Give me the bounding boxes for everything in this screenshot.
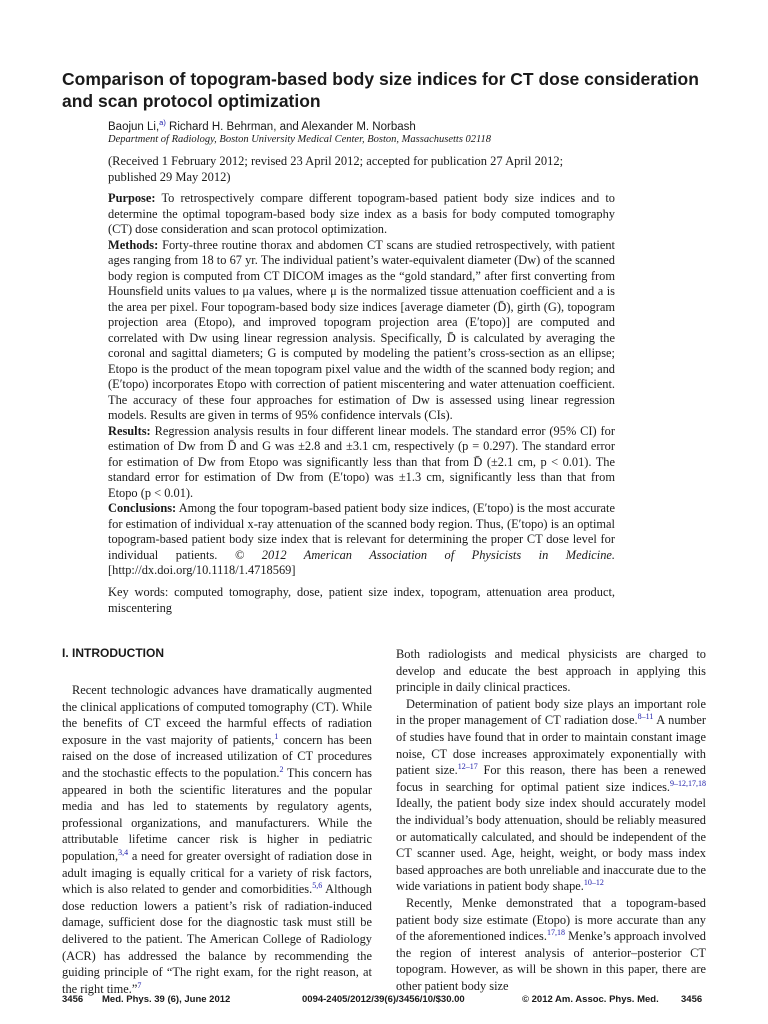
citation-ref[interactable]: 2 <box>279 764 284 774</box>
left-paragraph-text: Although dose reduction lowers a patient’s risk of radiation-induced damage, sufficient dose for the diagnostic task must still be delivered to the patient. The American College of Radiology (ACR) has addressed the balance by recommending the guiding principle of “The right exam, for the right reason, at the right time.” <box>62 882 372 996</box>
methods-text: Forty-three routine thorax and abdomen CT scans are studied retrospectively, with patient ages ranging from 18 to 67 yr. The individual patient’s water-equivalent diameter (Dw) of the scanned body region is computed from CT DICOM images as the “gold standard,” after first converting from Hounsfield units values to μa values, where μ is the normalized tissue attenuation coefficient and a is the area per pixel. Four topogram-based body size indices [average diameter (D̄), girth (G), topogram projection area (Etopo), and improved topogram projection area (E′topo)] are computed and correlated with Dw using linear regression analysis. Specifically, D̄ is calculated by averaging the coronal and sagittal diameters; G is computed by modeling the patient’s cross-section as an ellipse; Etopo is the product of the mean topogram pixel value and the width of the scanned body region; and (E′topo) incorporates Etopo with correction of patient miscentering and water attenuation coefficient. The accuracy of these four approaches for estimation of Dw is assessed using linear regression models. Results are given in terms of 95% confidence intervals (CIs). <box>108 237 615 422</box>
abstract-methods <box>108 238 615 424</box>
right-paragraph-2-text: A number of studies have found that in order to maintain constant image noise, CT dose increases approximately exponentially with patient size. <box>396 713 706 778</box>
citation-ref[interactable]: 5,6 <box>312 881 323 890</box>
conclusions-label: Conclusions: <box>108 501 177 515</box>
received-dates: (Received 1 February 2012; revised 23 April 2012; accepted for publication 27 April 2012; published 29 May 2012) <box>108 154 564 184</box>
citation-ref[interactable]: 17,18 <box>546 927 565 937</box>
footer-journal: Med. Phys. 39 (6), June 2012 <box>102 994 231 1005</box>
author-first: Baojun Li, <box>108 120 160 133</box>
section-heading: I. INTRODUCTION <box>62 646 164 660</box>
keywords: Key words: computed tomography, dose, patient size index, topogram, attenuation area product, miscentering <box>108 585 615 615</box>
results-label: Results: <box>108 423 151 438</box>
right-paragraph-2-text: Ideally, the patient body size index should accurately model the individual’s body attenuation, should be reliably measured or automatically calculated, and should be independent of the CT scanner used. Age, height, weight, or body mass index based approaches are both unreliable and inaccurate due to the wide variations in patient body shape. <box>396 796 706 894</box>
left-paragraph-text: a need for greater oversight of radiation dose in adult imaging is equally critical for a variety of risk factors, which is also related to gender and comorbidities. <box>62 848 372 897</box>
abstract <box>108 191 615 579</box>
citation-ref[interactable]: 8–11 <box>637 712 654 722</box>
intro-paragraph-2: Both radiologists and medical physicists are charged to develop and educate the best approach in applying this principle in daily clinical practices. <box>396 647 706 695</box>
left-paragraph-text: Recent technologic advances have dramatically augmented the clinical applications of computed tomography (CT). While the benefits of CT exceed the harmful effects of radiation exposure in the vast majority of patients, <box>62 683 372 747</box>
doi-link[interactable]: [http://dx.doi.org/10.1118/1.4718569] <box>108 563 296 577</box>
citation-ref[interactable]: 3,4 <box>118 847 129 857</box>
intro-paragraph-3 <box>396 696 706 895</box>
abstract-conclusions <box>108 501 615 579</box>
conclusions-text: Among the four topogram-based patient body size indices, (E′topo) is the most accurate for estimation of individual x-ray attenuation of the scanned body region. Thus, (E′topo) is an optimal topogram-based patient body size index that is relevant for determining the proper CT dose level for individual patients. <box>108 501 615 562</box>
intro-paragraph-1 <box>62 682 372 997</box>
right-paragraph-3-text: Recently, Menke demonstrated that a topogram-based patient body size estimate (Etopo) is more accurate than any of the aforementioned indices. <box>396 895 706 944</box>
author-list <box>108 118 416 133</box>
right-paragraph-2-text: Determination of patient body size plays an important role in the proper management of CT radiation dose. <box>396 696 706 728</box>
footer-page-right: 3456 <box>681 994 703 1005</box>
right-paragraph-2-text: For this reason, there has been a renewed focus in searching for optimal patient size indices. <box>396 763 706 794</box>
citation-ref[interactable]: 10–12 <box>583 878 604 888</box>
author-rest: Richard H. Behrman, and Alexander M. Norbash <box>165 120 416 133</box>
right-paragraph-3-text: Menke’s approach involved the region of interest analysis of anterior–posterior CT topogram. However, as will be shown in this paper, there are other patient body size <box>396 929 706 993</box>
methods-label: Methods: <box>108 237 159 252</box>
purpose-text: To retrospectively compare different topogram-based patient body size indices and to determine the optimal topogram-based body size index as a basis for body computed tomography (CT) dose consideration and scan protocol optimization. <box>108 191 615 236</box>
abstract-purpose <box>108 191 615 238</box>
left-column <box>62 646 372 997</box>
purpose-label: Purpose: <box>108 191 156 205</box>
citation-ref[interactable]: 7 <box>137 980 142 990</box>
author-footnote-marker[interactable]: a) <box>159 118 166 127</box>
abstract-results <box>108 424 615 502</box>
footer-copyright: © 2012 Am. Assoc. Phys. Med. <box>522 994 659 1005</box>
affiliation: Department of Radiology, Boston University Medical Center, Boston, Massachusetts 02118 <box>108 134 492 145</box>
footer-page-left: 3456 <box>62 994 84 1005</box>
citation-ref[interactable]: 9–12,17,18 <box>670 778 706 788</box>
footer-code: 0094-2405/2012/39(6)/3456/10/$30.00 <box>302 994 465 1005</box>
paper-title: Comparison of topogram-based body size indices for CT dose consideration and scan protocol optimization <box>62 69 699 111</box>
citation-ref[interactable]: 1 <box>274 731 279 741</box>
abstract-copyright: © 2012 American Association of Physicists in Medicine. <box>234 547 615 562</box>
left-paragraph-text: concern has been raised on the dose of increased utilization of CT procedures and the stochastic effects to the population. <box>62 732 372 780</box>
citation-ref[interactable]: 12–17 <box>457 762 478 772</box>
intro-paragraph-4 <box>396 895 706 995</box>
left-paragraph-text: This concern has appeared in both the scientific literatures and the popular media and has led to statements by regulatory agents, professional organizations, and manufacturers. While the attributable lifetime cancer risk is higher in pediatric population, <box>62 765 373 863</box>
results-text: Regression analysis results in four different linear models. The standard error (95% CI) for estimation of Dw from D̄ and G was ±2.8 and ±3.1 cm, respectively (p = 0.297). The standard error for estimation of Dw from Etopo was significantly less than that from D̄ (±2.1 cm, p < 0.01). The standard error for estimation of Dw from (E′topo) was ±1.3 cm, significantly less than that from Etopo (p < 0.01). <box>108 423 615 500</box>
right-column <box>396 646 706 994</box>
